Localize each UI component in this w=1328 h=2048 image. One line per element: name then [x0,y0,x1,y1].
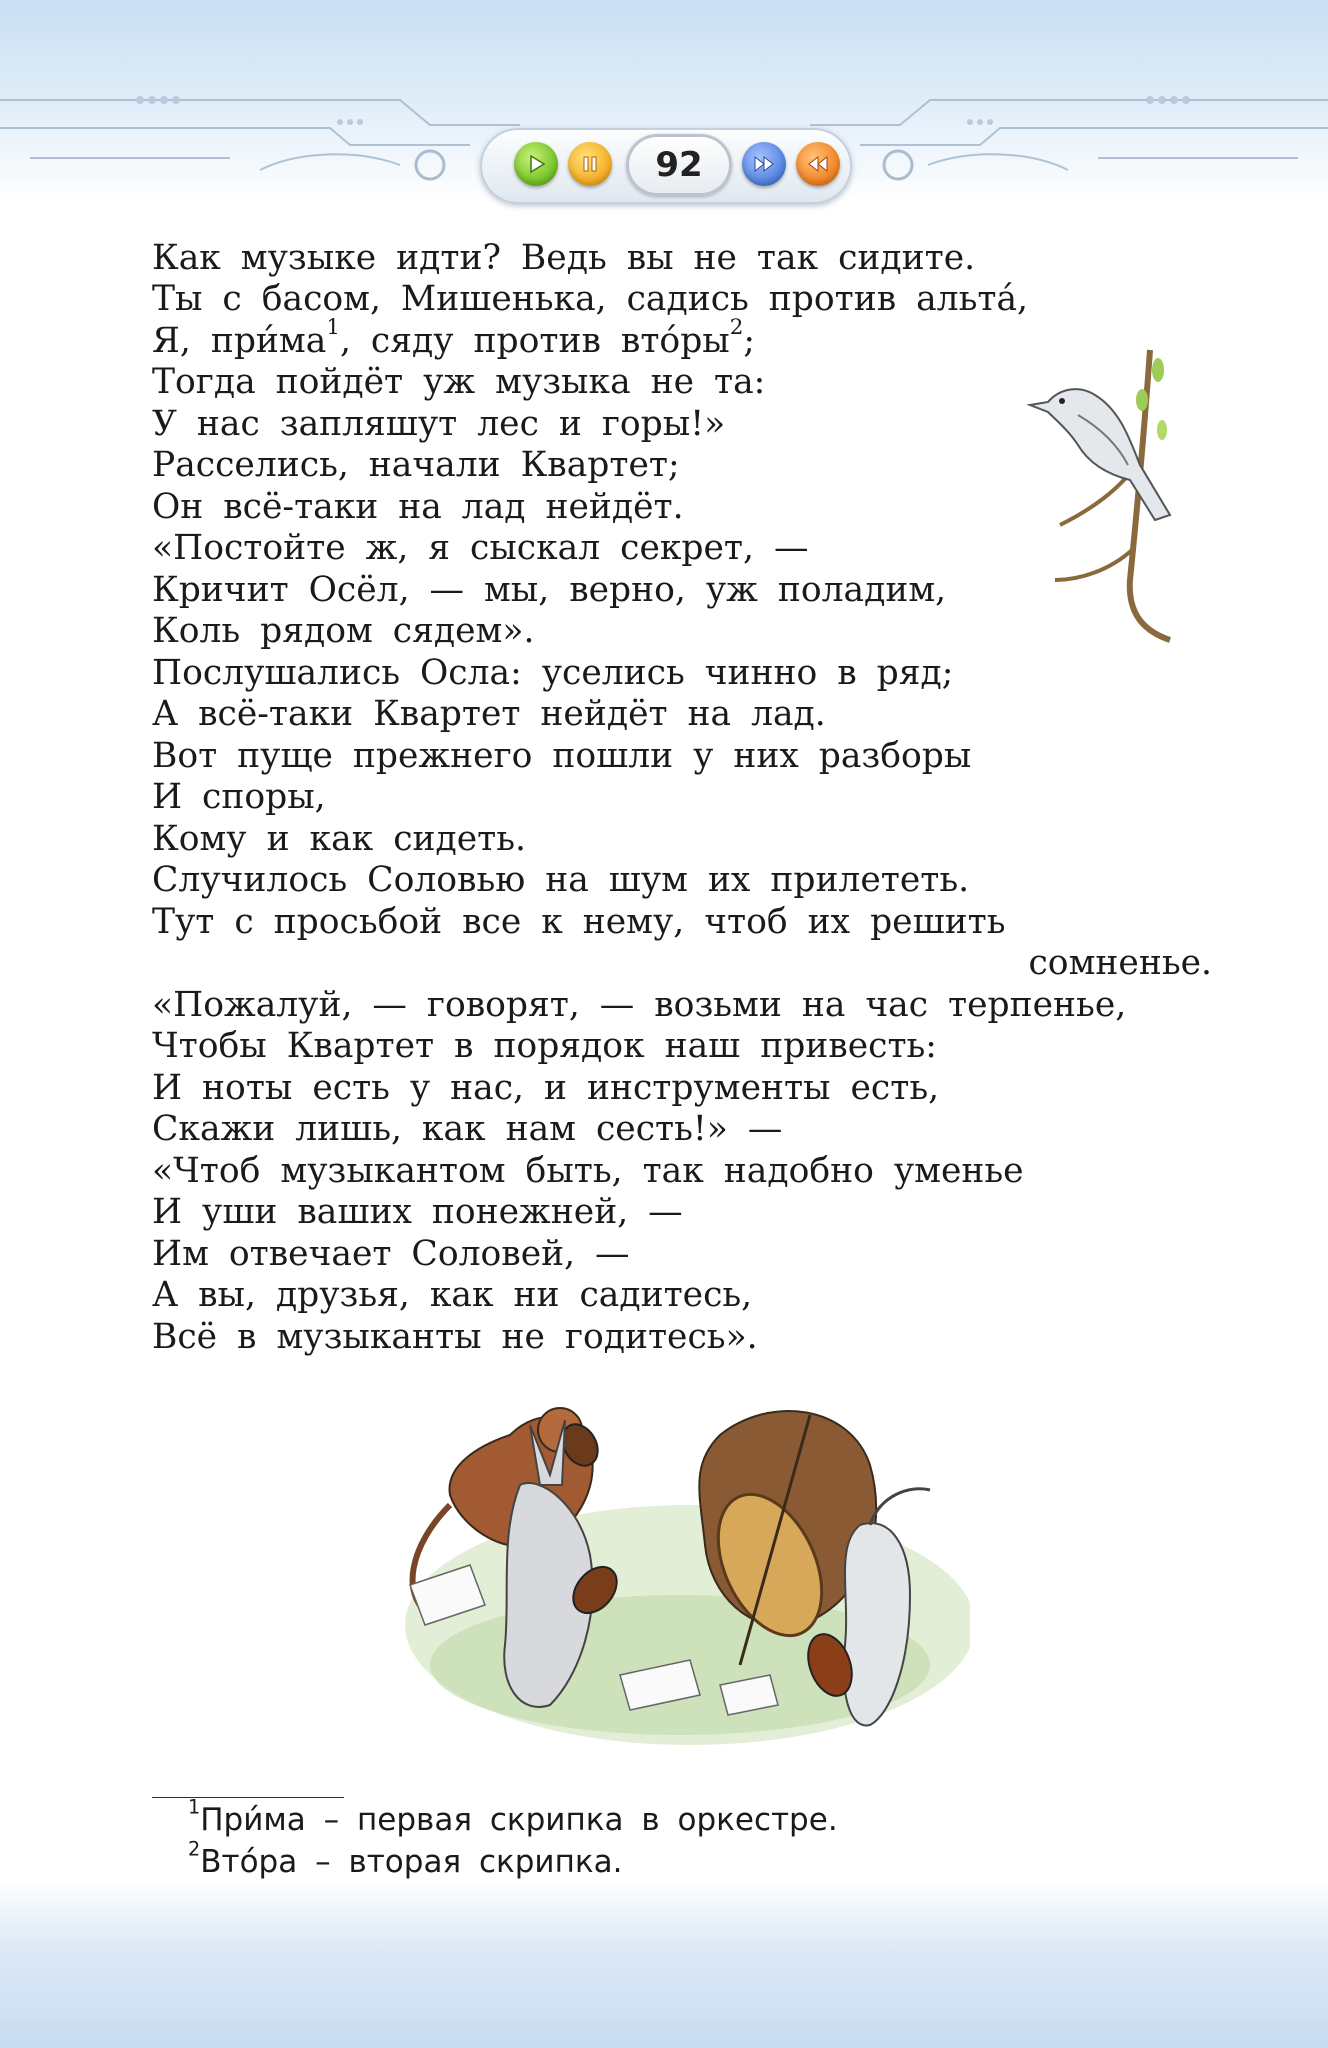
page-number: 92 [626,134,732,196]
poem-line: Послушались Осла: уселись чинно в ряд; [152,653,954,693]
poem-line: И ноты есть у нас, и инструменты есть, [152,1068,940,1108]
poem-line: Я, прима$^1$, сяду против вторы$^2$; [152,314,755,361]
poem-line: Расселись, начали Квартет; [152,445,680,485]
play-icon [525,153,547,175]
poem-line: Кому и как сидеть. [152,819,527,859]
poem-line: Случилось Соловью на шум их прилететь. [152,860,970,900]
poem-line: Как музыке идти? Ведь вы не так сидите. [152,238,976,278]
poem-line: «Чтоб музыкантом быть, так надобно уменье [152,1151,1024,1191]
poem-line: Чтобы Квартет в порядок наш привесть: [152,1026,937,1066]
quartet-animals-illustration [390,1375,970,1765]
poem-line: Он всё-таки на лад нейдёт. [152,487,684,527]
fast-forward-button[interactable] [742,142,786,186]
poem-line: «Пожалуй, — говорят, — возьми на час терпенье, [152,985,1127,1025]
pause-icon [579,153,601,175]
poem-line: Тогда пойдёт уж музыка не та: [152,362,766,402]
rewind-icon [806,153,830,175]
poem-line-continuation: сомненье. [1028,943,1212,983]
poem-line: Коль рядом сядем». [152,611,535,651]
footer-background [0,1880,1328,2048]
poem-line: И споры, [152,777,326,817]
poem-line: «Постойте ж, я сыскал секрет, — [152,528,809,568]
poem-line: Ты с басом, Мишенька, садись против альта́, [152,279,1028,319]
poem-line: А вы, друзья, как ни садитесь, [152,1275,753,1315]
play-button[interactable] [514,142,558,186]
poem-line: И уши ваших понежней, — [152,1192,683,1232]
poem-line: Тут с просьбой все к нему, чтоб их решить [152,902,1006,942]
pause-button[interactable] [568,142,612,186]
poem-line: Всё в музыканты не годитесь». [152,1317,758,1357]
poem-line: Скажи лишь, как нам сесть!» — [152,1109,783,1149]
poem-line: У нас запляшут лес и горы!» [152,404,726,444]
poem-line: А всё-таки Квартет нейдёт на лад. [152,694,826,734]
rewind-button[interactable] [796,142,840,186]
footnote-divider [152,1797,344,1798]
nightingale-illustration [1020,340,1200,650]
footnote-vtora: $^2$Втора – вторая скрипка. [188,1837,623,1880]
poem-line: Им отвечает Соловей, — [152,1234,630,1274]
poem-line: Вот пуще прежнего пошли у них разборы [152,736,972,776]
audio-control-bar [480,128,852,204]
poem-line: Кричит Осёл, — мы, верно, уж поладим, [152,570,947,610]
fast-forward-icon [752,153,776,175]
footnote-prima: $^1$Прима – первая скрипка в оркестре. [188,1795,838,1838]
